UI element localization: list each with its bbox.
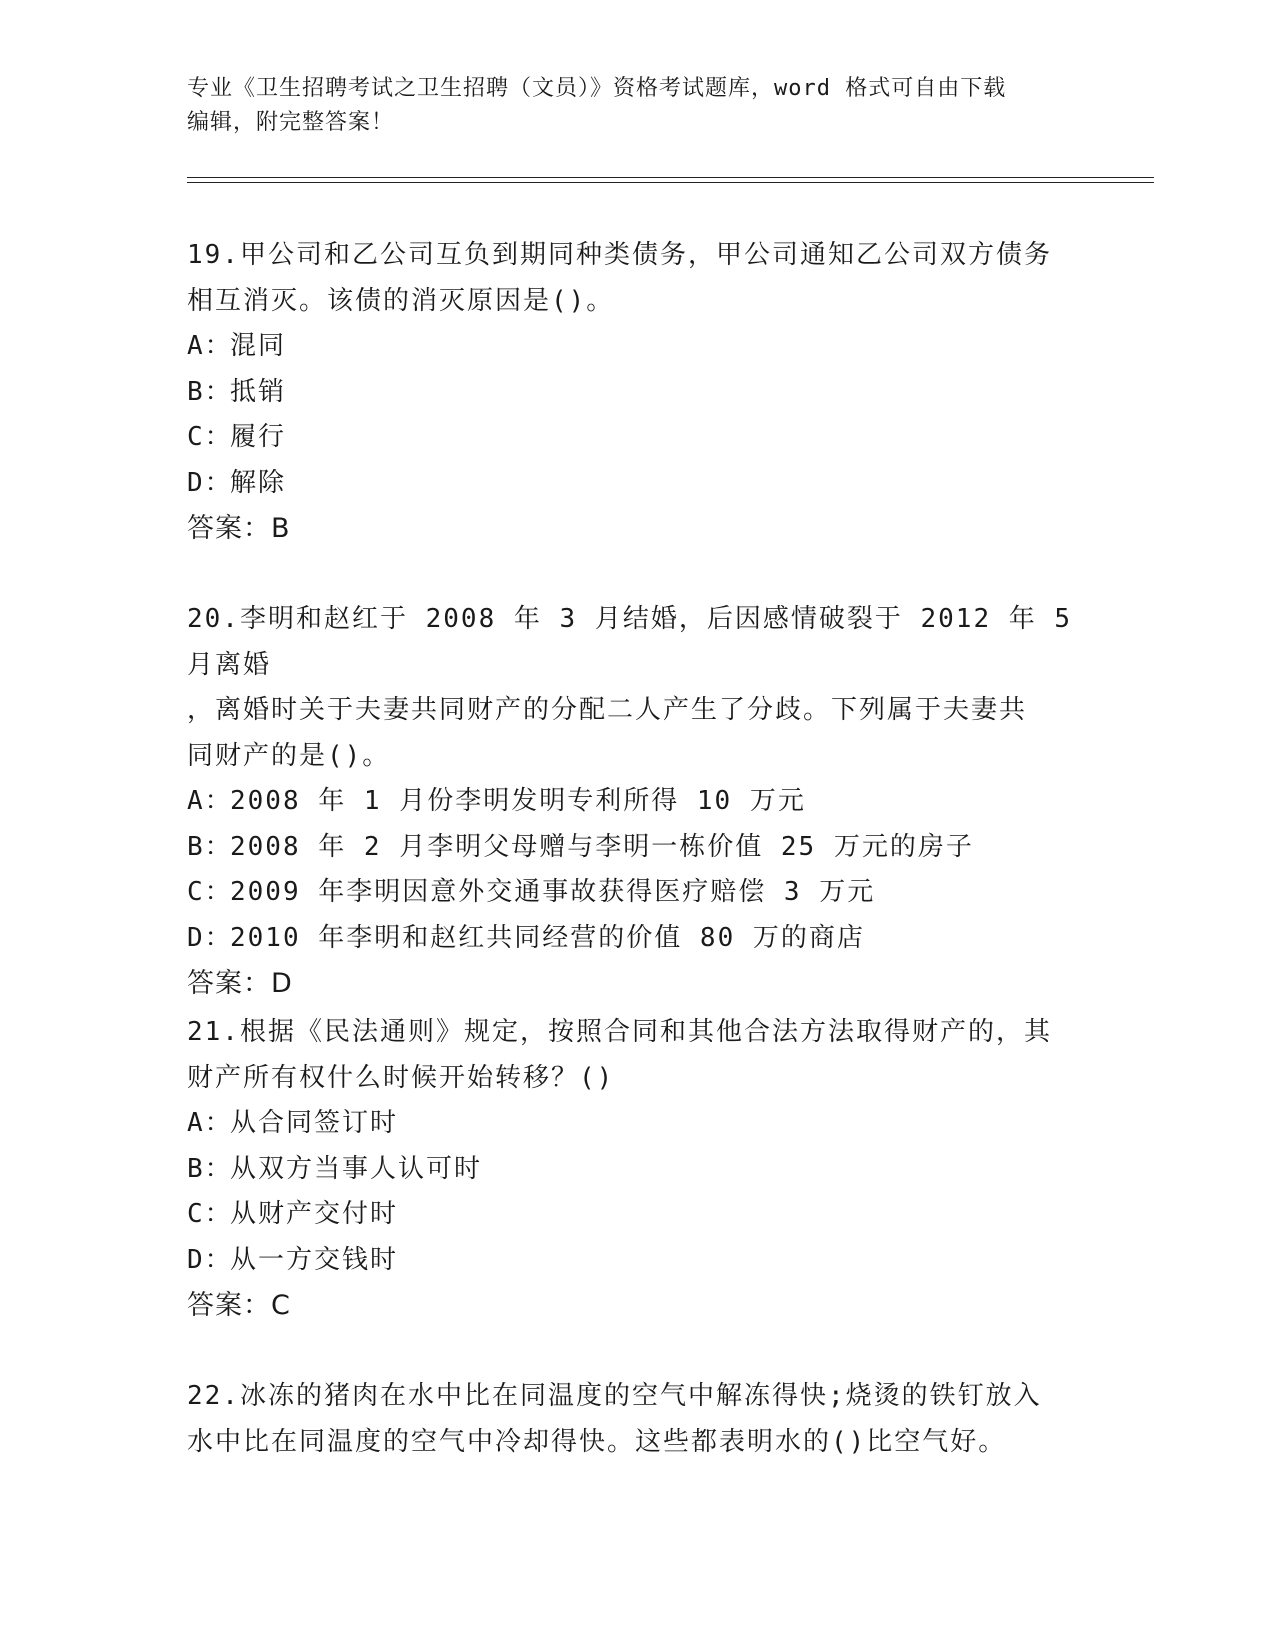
header-line-2: 编辑，附完整答案！	[187, 110, 395, 135]
option-key: D：	[187, 922, 233, 953]
option-b	[187, 825, 1087, 871]
option-text: 从合同签订时	[230, 1108, 399, 1138]
option-text: 2010 年李明和赵红共同经营的价值 80 万的商店	[230, 922, 865, 953]
option-key: A：	[187, 786, 233, 816]
answer: 答案：B	[187, 513, 291, 544]
option-text: 抵销	[230, 376, 287, 407]
option-a	[187, 1101, 1087, 1147]
stem-line: 21.根据《民法通则》规定，按照合同和其他合法方法取得财产的，其	[187, 1017, 1052, 1047]
option-text: 从双方当事人认可时	[230, 1153, 483, 1184]
header-divider-top	[187, 177, 1154, 178]
option-text: 2008 年 2 月李明父母赠与李明一栋价值 25 万元的房子	[230, 831, 974, 862]
option-key: B：	[187, 1153, 233, 1184]
question-stem	[187, 597, 1087, 779]
stem-line: 19.甲公司和乙公司互负到期同种类债务，甲公司通知乙公司双方债务	[187, 240, 1052, 270]
option-key: A：	[187, 331, 233, 361]
option-c	[187, 870, 1087, 916]
header-divider-bottom	[187, 182, 1154, 183]
option-text: 履行	[230, 422, 287, 452]
option-key: D：	[187, 1244, 233, 1275]
stem-line: 同财产的是()。	[187, 740, 391, 771]
question-21	[187, 1010, 1087, 1329]
question-19	[187, 233, 1087, 552]
stem-line: 财产所有权什么时候开始转移？()	[187, 1062, 615, 1093]
stem-line: ，离婚时关于夫妻共同财产的分配二人产生了分歧。下列属于夫妻共	[187, 695, 1028, 725]
answer: 答案：D	[187, 968, 293, 999]
question-20	[187, 597, 1087, 1007]
option-c	[187, 1192, 1087, 1238]
stem-line: 20.李明和赵红于 2008 年 3 月结婚，后因感情破裂于 2012 年 5 月离婚	[187, 604, 1073, 680]
option-a	[187, 779, 1087, 825]
option-key: D：	[187, 467, 233, 498]
option-b	[187, 370, 1087, 416]
option-d	[187, 916, 1087, 962]
option-text: 2008 年 1 月份李明发明专利所得 10 万元	[230, 786, 806, 816]
option-text: 2009 年李明因意外交通事故获得医疗赔偿 3 万元	[230, 877, 876, 907]
option-text: 混同	[230, 331, 287, 361]
stem-line: 相互消灭。该债的消灭原因是()。	[187, 285, 615, 316]
stem-line: 水中比在同温度的空气中冷却得快。这些都表明水的()比空气好。	[187, 1426, 1007, 1457]
option-key: C：	[187, 422, 233, 452]
option-d	[187, 461, 1087, 507]
document-header	[187, 72, 1087, 140]
option-a	[187, 324, 1087, 370]
option-text: 从财产交付时	[230, 1199, 399, 1229]
option-text: 从一方交钱时	[230, 1244, 399, 1275]
option-key: A：	[187, 1108, 233, 1138]
question-22	[187, 1374, 1087, 1465]
option-text: 解除	[230, 467, 287, 498]
option-d	[187, 1238, 1087, 1284]
question-stem	[187, 1374, 1087, 1465]
option-key: B：	[187, 376, 233, 407]
stem-line: 22.冰冻的猪肉在水中比在同温度的空气中解冻得快;烧烫的铁钉放入	[187, 1381, 1042, 1411]
header-line-1: 专业《卫生招聘考试之卫生招聘（文员）》资格考试题库，word 格式可自由下载	[187, 76, 1007, 101]
answer: 答案：C	[187, 1290, 291, 1321]
option-key: C：	[187, 1199, 233, 1229]
question-stem	[187, 233, 1087, 324]
question-stem	[187, 1010, 1087, 1101]
option-b	[187, 1147, 1087, 1193]
option-key: C：	[187, 877, 233, 907]
option-key: B：	[187, 831, 233, 862]
option-c	[187, 415, 1087, 461]
